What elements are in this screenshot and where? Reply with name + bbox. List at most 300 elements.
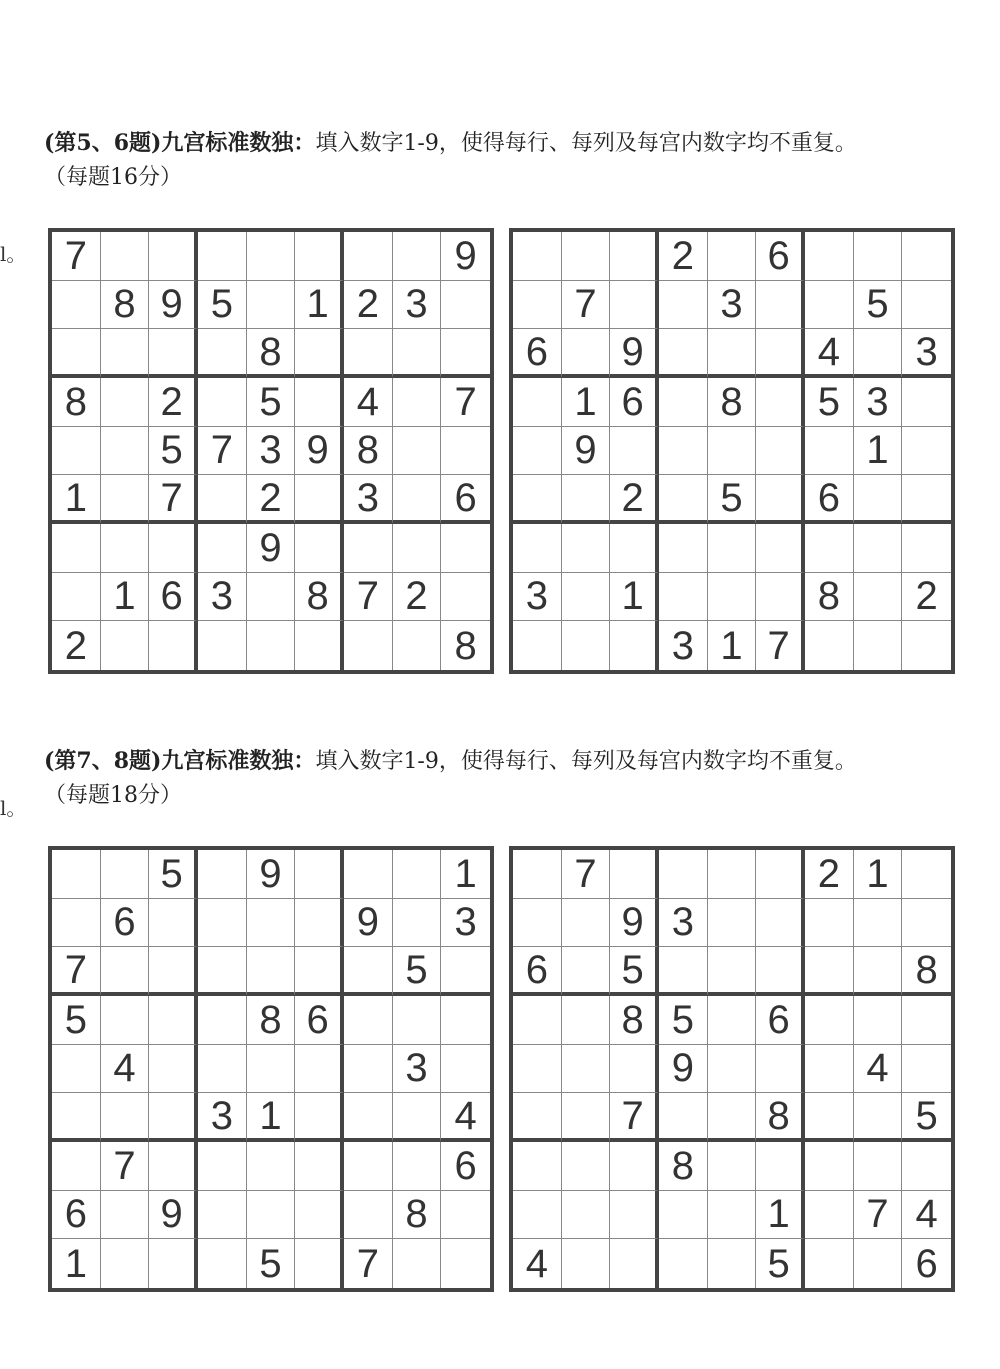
sudoku-cell[interactable]: [393, 524, 442, 573]
sudoku-cell[interactable]: 9: [344, 899, 393, 948]
sudoku-cell[interactable]: 8: [708, 378, 757, 427]
sudoku-cell[interactable]: [562, 232, 611, 281]
sudoku-cell[interactable]: [562, 621, 611, 670]
sudoku-cell[interactable]: [756, 475, 805, 524]
sudoku-cell[interactable]: 2: [610, 475, 659, 524]
sudoku-cell[interactable]: 1: [101, 573, 150, 622]
sudoku-cell[interactable]: [52, 524, 101, 573]
sudoku-cell[interactable]: [659, 850, 708, 899]
sudoku-cell[interactable]: [247, 1045, 296, 1094]
sudoku-cell[interactable]: 7: [344, 1239, 393, 1288]
sudoku-cell[interactable]: [295, 475, 344, 524]
sudoku-cell[interactable]: [295, 232, 344, 281]
sudoku-cell[interactable]: [659, 524, 708, 573]
sudoku-cell[interactable]: 6: [149, 573, 198, 622]
sudoku-cell[interactable]: [344, 1142, 393, 1191]
sudoku-cell[interactable]: [441, 1045, 490, 1094]
sudoku-cell[interactable]: [562, 573, 611, 622]
sudoku-cell[interactable]: [198, 996, 247, 1045]
sudoku-cell[interactable]: 3: [659, 621, 708, 670]
sudoku-cell[interactable]: 4: [854, 1045, 903, 1094]
sudoku-cell[interactable]: [52, 1045, 101, 1094]
sudoku-cell[interactable]: [441, 573, 490, 622]
sudoku-cell[interactable]: 5: [149, 850, 198, 899]
sudoku-cell[interactable]: [562, 1239, 611, 1288]
sudoku-cell[interactable]: [659, 378, 708, 427]
sudoku-cell[interactable]: 8: [247, 996, 296, 1045]
sudoku-cell[interactable]: [513, 281, 562, 330]
sudoku-cell[interactable]: 8: [247, 329, 296, 378]
sudoku-cell[interactable]: [295, 947, 344, 996]
sudoku-cell[interactable]: [659, 1239, 708, 1288]
sudoku-cell[interactable]: [393, 996, 442, 1045]
sudoku-cell[interactable]: 3: [247, 427, 296, 476]
sudoku-cell[interactable]: 9: [562, 427, 611, 476]
sudoku-cell[interactable]: 3: [393, 281, 442, 330]
sudoku-cell[interactable]: 2: [805, 850, 854, 899]
sudoku-cell[interactable]: [344, 329, 393, 378]
sudoku-cell[interactable]: [756, 524, 805, 573]
sudoku-cell[interactable]: [101, 329, 150, 378]
sudoku-cell[interactable]: [805, 621, 854, 670]
sudoku-cell[interactable]: 4: [101, 1045, 150, 1094]
sudoku-cell[interactable]: [295, 621, 344, 670]
sudoku-cell[interactable]: 8: [756, 1093, 805, 1142]
sudoku-cell[interactable]: [756, 850, 805, 899]
sudoku-cell[interactable]: [805, 1142, 854, 1191]
sudoku-cell[interactable]: 3: [659, 899, 708, 948]
sudoku-cell[interactable]: [513, 1045, 562, 1094]
sudoku-cell[interactable]: [562, 1191, 611, 1240]
sudoku-cell[interactable]: 6: [101, 899, 150, 948]
sudoku-cell[interactable]: 8: [610, 996, 659, 1045]
sudoku-cell[interactable]: [52, 281, 101, 330]
sudoku-cell[interactable]: [101, 427, 150, 476]
sudoku-cell[interactable]: 9: [610, 899, 659, 948]
sudoku-cell[interactable]: [295, 378, 344, 427]
sudoku-cell[interactable]: 6: [756, 232, 805, 281]
sudoku-cell[interactable]: [101, 475, 150, 524]
sudoku-cell[interactable]: [295, 1093, 344, 1142]
sudoku-cell[interactable]: [101, 524, 150, 573]
sudoku-cell[interactable]: [902, 621, 951, 670]
sudoku-cell[interactable]: 3: [393, 1045, 442, 1094]
sudoku-cell[interactable]: 9: [149, 1191, 198, 1240]
sudoku-cell[interactable]: [659, 427, 708, 476]
sudoku-cell[interactable]: [805, 427, 854, 476]
sudoku-cell[interactable]: [393, 621, 442, 670]
sudoku-cell[interactable]: [805, 996, 854, 1045]
sudoku-cell[interactable]: [101, 621, 150, 670]
sudoku-cell[interactable]: [708, 1191, 757, 1240]
sudoku-cell[interactable]: 5: [247, 378, 296, 427]
sudoku-cell[interactable]: 3: [441, 899, 490, 948]
sudoku-cell[interactable]: [101, 947, 150, 996]
sudoku-cell[interactable]: [805, 1045, 854, 1094]
sudoku-cell[interactable]: 8: [344, 427, 393, 476]
sudoku-cell[interactable]: [708, 1045, 757, 1094]
sudoku-cell[interactable]: [198, 621, 247, 670]
sudoku-cell[interactable]: [101, 378, 150, 427]
sudoku-cell[interactable]: 5: [610, 947, 659, 996]
sudoku-cell[interactable]: 3: [344, 475, 393, 524]
sudoku-cell[interactable]: [756, 573, 805, 622]
sudoku-cell[interactable]: [902, 281, 951, 330]
sudoku-cell[interactable]: 8: [659, 1142, 708, 1191]
sudoku-cell[interactable]: [393, 1239, 442, 1288]
sudoku-cell[interactable]: 6: [441, 1142, 490, 1191]
sudoku-cell[interactable]: [562, 475, 611, 524]
sudoku-cell[interactable]: 2: [149, 378, 198, 427]
sudoku-cell[interactable]: [659, 1093, 708, 1142]
sudoku-cell[interactable]: [708, 996, 757, 1045]
sudoku-cell[interactable]: [344, 850, 393, 899]
sudoku-cell[interactable]: [101, 996, 150, 1045]
sudoku-cell[interactable]: [149, 329, 198, 378]
sudoku-cell[interactable]: [562, 996, 611, 1045]
sudoku-cell[interactable]: [344, 1045, 393, 1094]
sudoku-cell[interactable]: [393, 475, 442, 524]
sudoku-cell[interactable]: [902, 232, 951, 281]
sudoku-cell[interactable]: 6: [513, 947, 562, 996]
sudoku-cell[interactable]: [805, 899, 854, 948]
sudoku-cell[interactable]: [149, 1142, 198, 1191]
sudoku-cell[interactable]: [610, 427, 659, 476]
sudoku-cell[interactable]: 4: [513, 1239, 562, 1288]
sudoku-cell[interactable]: 3: [854, 378, 903, 427]
sudoku-cell[interactable]: 7: [149, 475, 198, 524]
sudoku-cell[interactable]: [52, 427, 101, 476]
sudoku-cell[interactable]: 3: [513, 573, 562, 622]
sudoku-cell[interactable]: [805, 524, 854, 573]
sudoku-cell[interactable]: [344, 1191, 393, 1240]
sudoku-cell[interactable]: 9: [610, 329, 659, 378]
sudoku-cell[interactable]: [149, 232, 198, 281]
sudoku-cell[interactable]: 5: [247, 1239, 296, 1288]
sudoku-cell[interactable]: [756, 427, 805, 476]
sudoku-cell[interactable]: 6: [610, 378, 659, 427]
sudoku-cell[interactable]: [52, 1142, 101, 1191]
sudoku-cell[interactable]: [149, 1239, 198, 1288]
sudoku-cell[interactable]: [756, 1142, 805, 1191]
sudoku-cell[interactable]: [393, 232, 442, 281]
sudoku-cell[interactable]: [513, 850, 562, 899]
sudoku-cell[interactable]: [393, 329, 442, 378]
sudoku-cell[interactable]: 1: [756, 1191, 805, 1240]
sudoku-cell[interactable]: 1: [247, 1093, 296, 1142]
sudoku-cell[interactable]: [854, 1142, 903, 1191]
sudoku-cell[interactable]: [295, 850, 344, 899]
sudoku-cell[interactable]: [52, 573, 101, 622]
sudoku-cell[interactable]: [805, 1093, 854, 1142]
sudoku-cell[interactable]: 7: [854, 1191, 903, 1240]
sudoku-cell[interactable]: 5: [659, 996, 708, 1045]
sudoku-cell[interactable]: [198, 232, 247, 281]
sudoku-cell[interactable]: 7: [610, 1093, 659, 1142]
sudoku-cell[interactable]: [101, 850, 150, 899]
sudoku-cell[interactable]: [149, 996, 198, 1045]
sudoku-cell[interactable]: [344, 1093, 393, 1142]
sudoku-cell[interactable]: 5: [198, 281, 247, 330]
sudoku-cell[interactable]: [198, 378, 247, 427]
sudoku-cell[interactable]: [902, 899, 951, 948]
sudoku-cell[interactable]: [756, 378, 805, 427]
sudoku-cell[interactable]: [198, 850, 247, 899]
sudoku-cell[interactable]: [513, 899, 562, 948]
sudoku-cell[interactable]: 5: [902, 1093, 951, 1142]
sudoku-cell[interactable]: [441, 996, 490, 1045]
sudoku-cell[interactable]: [441, 427, 490, 476]
sudoku-cell[interactable]: 8: [393, 1191, 442, 1240]
sudoku-cell[interactable]: [441, 524, 490, 573]
sudoku-cell[interactable]: 2: [52, 621, 101, 670]
sudoku-cell[interactable]: [610, 1142, 659, 1191]
sudoku-cell[interactable]: [610, 1239, 659, 1288]
sudoku-cell[interactable]: [393, 1093, 442, 1142]
sudoku-cell[interactable]: [198, 475, 247, 524]
sudoku-cell[interactable]: [562, 1045, 611, 1094]
sudoku-cell[interactable]: [198, 1142, 247, 1191]
sudoku-cell[interactable]: [513, 475, 562, 524]
sudoku-cell[interactable]: [247, 232, 296, 281]
sudoku-cell[interactable]: [708, 850, 757, 899]
sudoku-cell[interactable]: [902, 850, 951, 899]
sudoku-cell[interactable]: [562, 329, 611, 378]
sudoku-cell[interactable]: [562, 524, 611, 573]
sudoku-cell[interactable]: [610, 281, 659, 330]
sudoku-cell[interactable]: 4: [902, 1191, 951, 1240]
sudoku-cell[interactable]: 5: [52, 996, 101, 1045]
sudoku-cell[interactable]: [708, 329, 757, 378]
sudoku-cell[interactable]: [101, 1239, 150, 1288]
sudoku-cell[interactable]: [198, 524, 247, 573]
sudoku-cell[interactable]: [247, 947, 296, 996]
sudoku-cell[interactable]: [295, 1191, 344, 1240]
sudoku-cell[interactable]: [708, 427, 757, 476]
sudoku-cell[interactable]: [52, 1093, 101, 1142]
sudoku-cell[interactable]: 8: [805, 573, 854, 622]
sudoku-cell[interactable]: [659, 947, 708, 996]
sudoku-cell[interactable]: [149, 524, 198, 573]
sudoku-cell[interactable]: [708, 947, 757, 996]
sudoku-cell[interactable]: 9: [659, 1045, 708, 1094]
sudoku-cell[interactable]: 4: [441, 1093, 490, 1142]
sudoku-cell[interactable]: 7: [52, 947, 101, 996]
sudoku-cell[interactable]: 9: [295, 427, 344, 476]
sudoku-cell[interactable]: 3: [708, 281, 757, 330]
sudoku-cell[interactable]: [756, 1045, 805, 1094]
sudoku-cell[interactable]: [610, 1045, 659, 1094]
sudoku-cell[interactable]: [52, 899, 101, 948]
sudoku-cell[interactable]: [513, 232, 562, 281]
sudoku-cell[interactable]: [52, 329, 101, 378]
sudoku-cell[interactable]: [295, 1045, 344, 1094]
sudoku-cell[interactable]: 5: [393, 947, 442, 996]
sudoku-cell[interactable]: 2: [344, 281, 393, 330]
sudoku-cell[interactable]: [441, 1239, 490, 1288]
sudoku-cell[interactable]: 8: [454, 623, 477, 668]
sudoku-cell[interactable]: 1: [52, 1239, 101, 1288]
sudoku-cell[interactable]: [902, 996, 951, 1045]
sudoku-cell[interactable]: [101, 1093, 150, 1142]
sudoku-cell[interactable]: 7: [101, 1142, 150, 1191]
sudoku-cell[interactable]: 8: [902, 947, 951, 996]
sudoku-cell[interactable]: [562, 1093, 611, 1142]
sudoku-cell[interactable]: [513, 1093, 562, 1142]
sudoku-cell[interactable]: 5: [708, 475, 757, 524]
sudoku-cell[interactable]: [247, 1142, 296, 1191]
sudoku-cell[interactable]: [344, 524, 393, 573]
sudoku-cell[interactable]: [902, 475, 951, 524]
sudoku-cell[interactable]: [441, 947, 490, 996]
sudoku-cell[interactable]: [854, 947, 903, 996]
sudoku-cell[interactable]: 6: [441, 475, 490, 524]
sudoku-cell[interactable]: [344, 947, 393, 996]
sudoku-cell[interactable]: [610, 850, 659, 899]
sudoku-cell[interactable]: 3: [902, 329, 951, 378]
sudoku-cell[interactable]: [513, 524, 562, 573]
sudoku-cell[interactable]: 3: [198, 1093, 247, 1142]
sudoku-cell[interactable]: 5: [149, 427, 198, 476]
sudoku-cell[interactable]: [610, 621, 659, 670]
sudoku-cell[interactable]: 7: [562, 850, 611, 899]
sudoku-cell[interactable]: 9: [247, 524, 296, 573]
sudoku-cell[interactable]: [708, 1239, 757, 1288]
sudoku-cell[interactable]: [149, 1093, 198, 1142]
sudoku-cell[interactable]: [610, 1191, 659, 1240]
sudoku-cell[interactable]: [513, 1142, 562, 1191]
sudoku-cell[interactable]: [344, 996, 393, 1045]
sudoku-cell[interactable]: [247, 621, 296, 670]
sudoku-cell[interactable]: [513, 621, 562, 670]
sudoku-cell[interactable]: [295, 329, 344, 378]
sudoku-cell[interactable]: [149, 947, 198, 996]
sudoku-cell[interactable]: 3: [198, 573, 247, 622]
sudoku-cell[interactable]: [659, 475, 708, 524]
sudoku-cell[interactable]: [659, 329, 708, 378]
sudoku-cell[interactable]: [854, 329, 903, 378]
sudoku-cell[interactable]: [854, 573, 903, 622]
sudoku-cell[interactable]: 1: [562, 378, 611, 427]
sudoku-cell[interactable]: [805, 1239, 854, 1288]
sudoku-cell[interactable]: [902, 427, 951, 476]
sudoku-cell[interactable]: 6: [513, 329, 562, 378]
sudoku-cell[interactable]: 2: [659, 232, 708, 281]
sudoku-cell[interactable]: [393, 850, 442, 899]
sudoku-cell[interactable]: [393, 899, 442, 948]
sudoku-cell[interactable]: 2: [247, 475, 296, 524]
sudoku-cell[interactable]: [902, 1045, 951, 1094]
sudoku-cell[interactable]: [902, 378, 951, 427]
sudoku-cell[interactable]: [198, 1191, 247, 1240]
sudoku-cell[interactable]: 6: [915, 1241, 938, 1286]
sudoku-cell[interactable]: 7: [441, 378, 490, 427]
sudoku-cell[interactable]: [344, 232, 393, 281]
sudoku-cell[interactable]: 1: [708, 621, 757, 670]
sudoku-cell[interactable]: 7: [756, 621, 805, 670]
sudoku-cell[interactable]: 6: [52, 1191, 101, 1240]
sudoku-cell[interactable]: [198, 329, 247, 378]
sudoku-cell[interactable]: 9: [247, 850, 296, 899]
sudoku-cell[interactable]: 7: [344, 573, 393, 622]
sudoku-cell[interactable]: [562, 947, 611, 996]
sudoku-cell[interactable]: 2: [902, 573, 951, 622]
sudoku-cell[interactable]: [902, 1142, 951, 1191]
sudoku-cell[interactable]: [441, 281, 490, 330]
sudoku-cell[interactable]: [854, 996, 903, 1045]
sudoku-cell[interactable]: 6: [295, 996, 344, 1045]
sudoku-cell[interactable]: [708, 1142, 757, 1191]
sudoku-cell[interactable]: [659, 573, 708, 622]
sudoku-cell[interactable]: [805, 281, 854, 330]
sudoku-cell[interactable]: [149, 899, 198, 948]
sudoku-cell[interactable]: [393, 378, 442, 427]
sudoku-cell[interactable]: 7: [52, 232, 101, 281]
sudoku-cell[interactable]: [610, 232, 659, 281]
sudoku-cell[interactable]: [101, 232, 150, 281]
sudoku-cell[interactable]: [52, 850, 101, 899]
sudoku-cell[interactable]: [513, 1191, 562, 1240]
sudoku-cell[interactable]: [805, 947, 854, 996]
sudoku-cell[interactable]: [708, 524, 757, 573]
sudoku-cell[interactable]: [805, 1191, 854, 1240]
sudoku-cell[interactable]: [198, 947, 247, 996]
sudoku-cell[interactable]: 9: [441, 232, 490, 281]
sudoku-cell[interactable]: 5: [805, 378, 854, 427]
sudoku-cell[interactable]: 6: [805, 475, 854, 524]
sudoku-cell[interactable]: 1: [52, 475, 101, 524]
sudoku-cell[interactable]: [247, 281, 296, 330]
sudoku-cell[interactable]: 8: [52, 378, 101, 427]
sudoku-cell[interactable]: [659, 281, 708, 330]
sudoku-cell[interactable]: [513, 996, 562, 1045]
sudoku-cell[interactable]: 5: [756, 1239, 805, 1288]
sudoku-cell[interactable]: [295, 899, 344, 948]
sudoku-cell[interactable]: 2: [393, 573, 442, 622]
sudoku-cell[interactable]: [708, 899, 757, 948]
sudoku-cell[interactable]: [198, 1239, 247, 1288]
sudoku-cell[interactable]: [441, 1191, 490, 1240]
sudoku-cell[interactable]: [854, 524, 903, 573]
sudoku-cell[interactable]: [854, 621, 903, 670]
sudoku-cell[interactable]: [198, 899, 247, 948]
sudoku-cell[interactable]: [708, 1093, 757, 1142]
sudoku-cell[interactable]: 7: [562, 281, 611, 330]
sudoku-cell[interactable]: 4: [344, 378, 393, 427]
sudoku-cell[interactable]: [854, 475, 903, 524]
sudoku-cell[interactable]: [149, 621, 198, 670]
sudoku-cell[interactable]: [659, 1191, 708, 1240]
sudoku-cell[interactable]: [854, 1239, 903, 1288]
sudoku-cell[interactable]: [708, 232, 757, 281]
sudoku-cell[interactable]: 6: [756, 996, 805, 1045]
sudoku-cell[interactable]: [344, 621, 393, 670]
sudoku-cell[interactable]: [513, 378, 562, 427]
sudoku-cell[interactable]: [295, 1239, 344, 1288]
sudoku-cell[interactable]: [295, 524, 344, 573]
sudoku-cell[interactable]: [393, 1142, 442, 1191]
sudoku-cell[interactable]: [513, 427, 562, 476]
sudoku-cell[interactable]: [247, 899, 296, 948]
sudoku-cell[interactable]: [756, 329, 805, 378]
sudoku-cell[interactable]: 1: [441, 850, 490, 899]
sudoku-cell[interactable]: 1: [295, 281, 344, 330]
sudoku-cell[interactable]: [805, 232, 854, 281]
sudoku-cell[interactable]: [198, 1045, 247, 1094]
sudoku-cell[interactable]: [756, 947, 805, 996]
sudoku-cell[interactable]: [247, 1191, 296, 1240]
sudoku-cell[interactable]: 8: [295, 573, 344, 622]
